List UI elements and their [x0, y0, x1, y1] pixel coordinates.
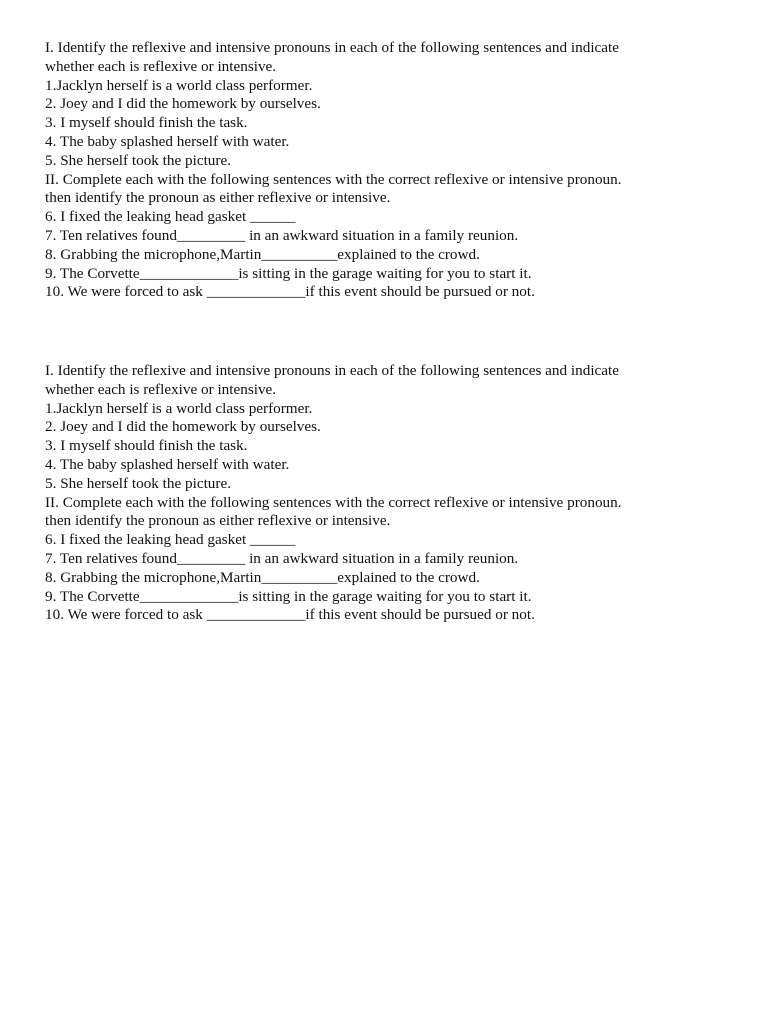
worksheet-1: [45, 39, 735, 302]
question-7: 7. Ten relatives found_________ in an awkward situation in a family reunion.: [45, 226, 519, 244]
section-2-instruction-line-1: II. Complete each with the following sentences with the correct reflexive or intensive pronoun.: [45, 170, 622, 188]
question-4: 4. The baby splashed herself with water.: [45, 455, 290, 473]
question-10: 10. We were forced to ask _____________if this event should be pursued or not.: [45, 283, 535, 301]
section-1-instruction-line-2: whether each is reflexive or intensive.: [45, 380, 277, 398]
section-2-instruction-line-2: then identify the pronoun as either reflexive or intensive.: [45, 189, 391, 207]
question-8: 8. Grabbing the microphone,Martin__________explained to the crowd.: [45, 245, 480, 263]
question-9: 9. The Corvette_____________is sitting in the garage waiting for you to start it.: [45, 264, 532, 282]
section-1-instruction-line-1: I. Identify the reflexive and intensive pronouns in each of the following sentences and indicate: [45, 39, 619, 56]
question-2: 2. Joey and I did the homework by ourselves.: [45, 95, 321, 113]
question-1: 1.Jacklyn herself is a world class performer.: [45, 76, 313, 94]
question-5: 5. She herself took the picture.: [45, 151, 231, 169]
question-9: 9. The Corvette_____________is sitting in the garage waiting for you to start it.: [45, 587, 532, 605]
question-2: 2. Joey and I did the homework by ourselves.: [45, 418, 321, 436]
question-10: 10. We were forced to ask _____________if this event should be pursued or not.: [45, 606, 535, 624]
section-2-instruction-line-1: II. Complete each with the following sentences with the correct reflexive or intensive pronoun.: [45, 493, 622, 511]
section-1-instruction-line-1: I. Identify the reflexive and intensive pronouns in each of the following sentences and indicate: [45, 362, 619, 379]
worksheet-2: [45, 362, 735, 625]
question-4: 4. The baby splashed herself with water.: [45, 132, 290, 150]
question-1: 1.Jacklyn herself is a world class performer.: [45, 399, 313, 417]
question-5: 5. She herself took the picture.: [45, 474, 231, 492]
section-2-instruction-line-2: then identify the pronoun as either reflexive or intensive.: [45, 512, 391, 530]
question-6: 6. I fixed the leaking head gasket ______: [45, 531, 296, 549]
section-1-instruction-line-2: whether each is reflexive or intensive.: [45, 57, 277, 75]
question-7: 7. Ten relatives found_________ in an awkward situation in a family reunion.: [45, 549, 519, 567]
question-3: 3. I myself should finish the task.: [45, 437, 248, 455]
question-6: 6. I fixed the leaking head gasket ______: [45, 208, 296, 226]
question-8: 8. Grabbing the microphone,Martin__________explained to the crowd.: [45, 568, 480, 586]
question-3: 3. I myself should finish the task.: [45, 114, 248, 132]
